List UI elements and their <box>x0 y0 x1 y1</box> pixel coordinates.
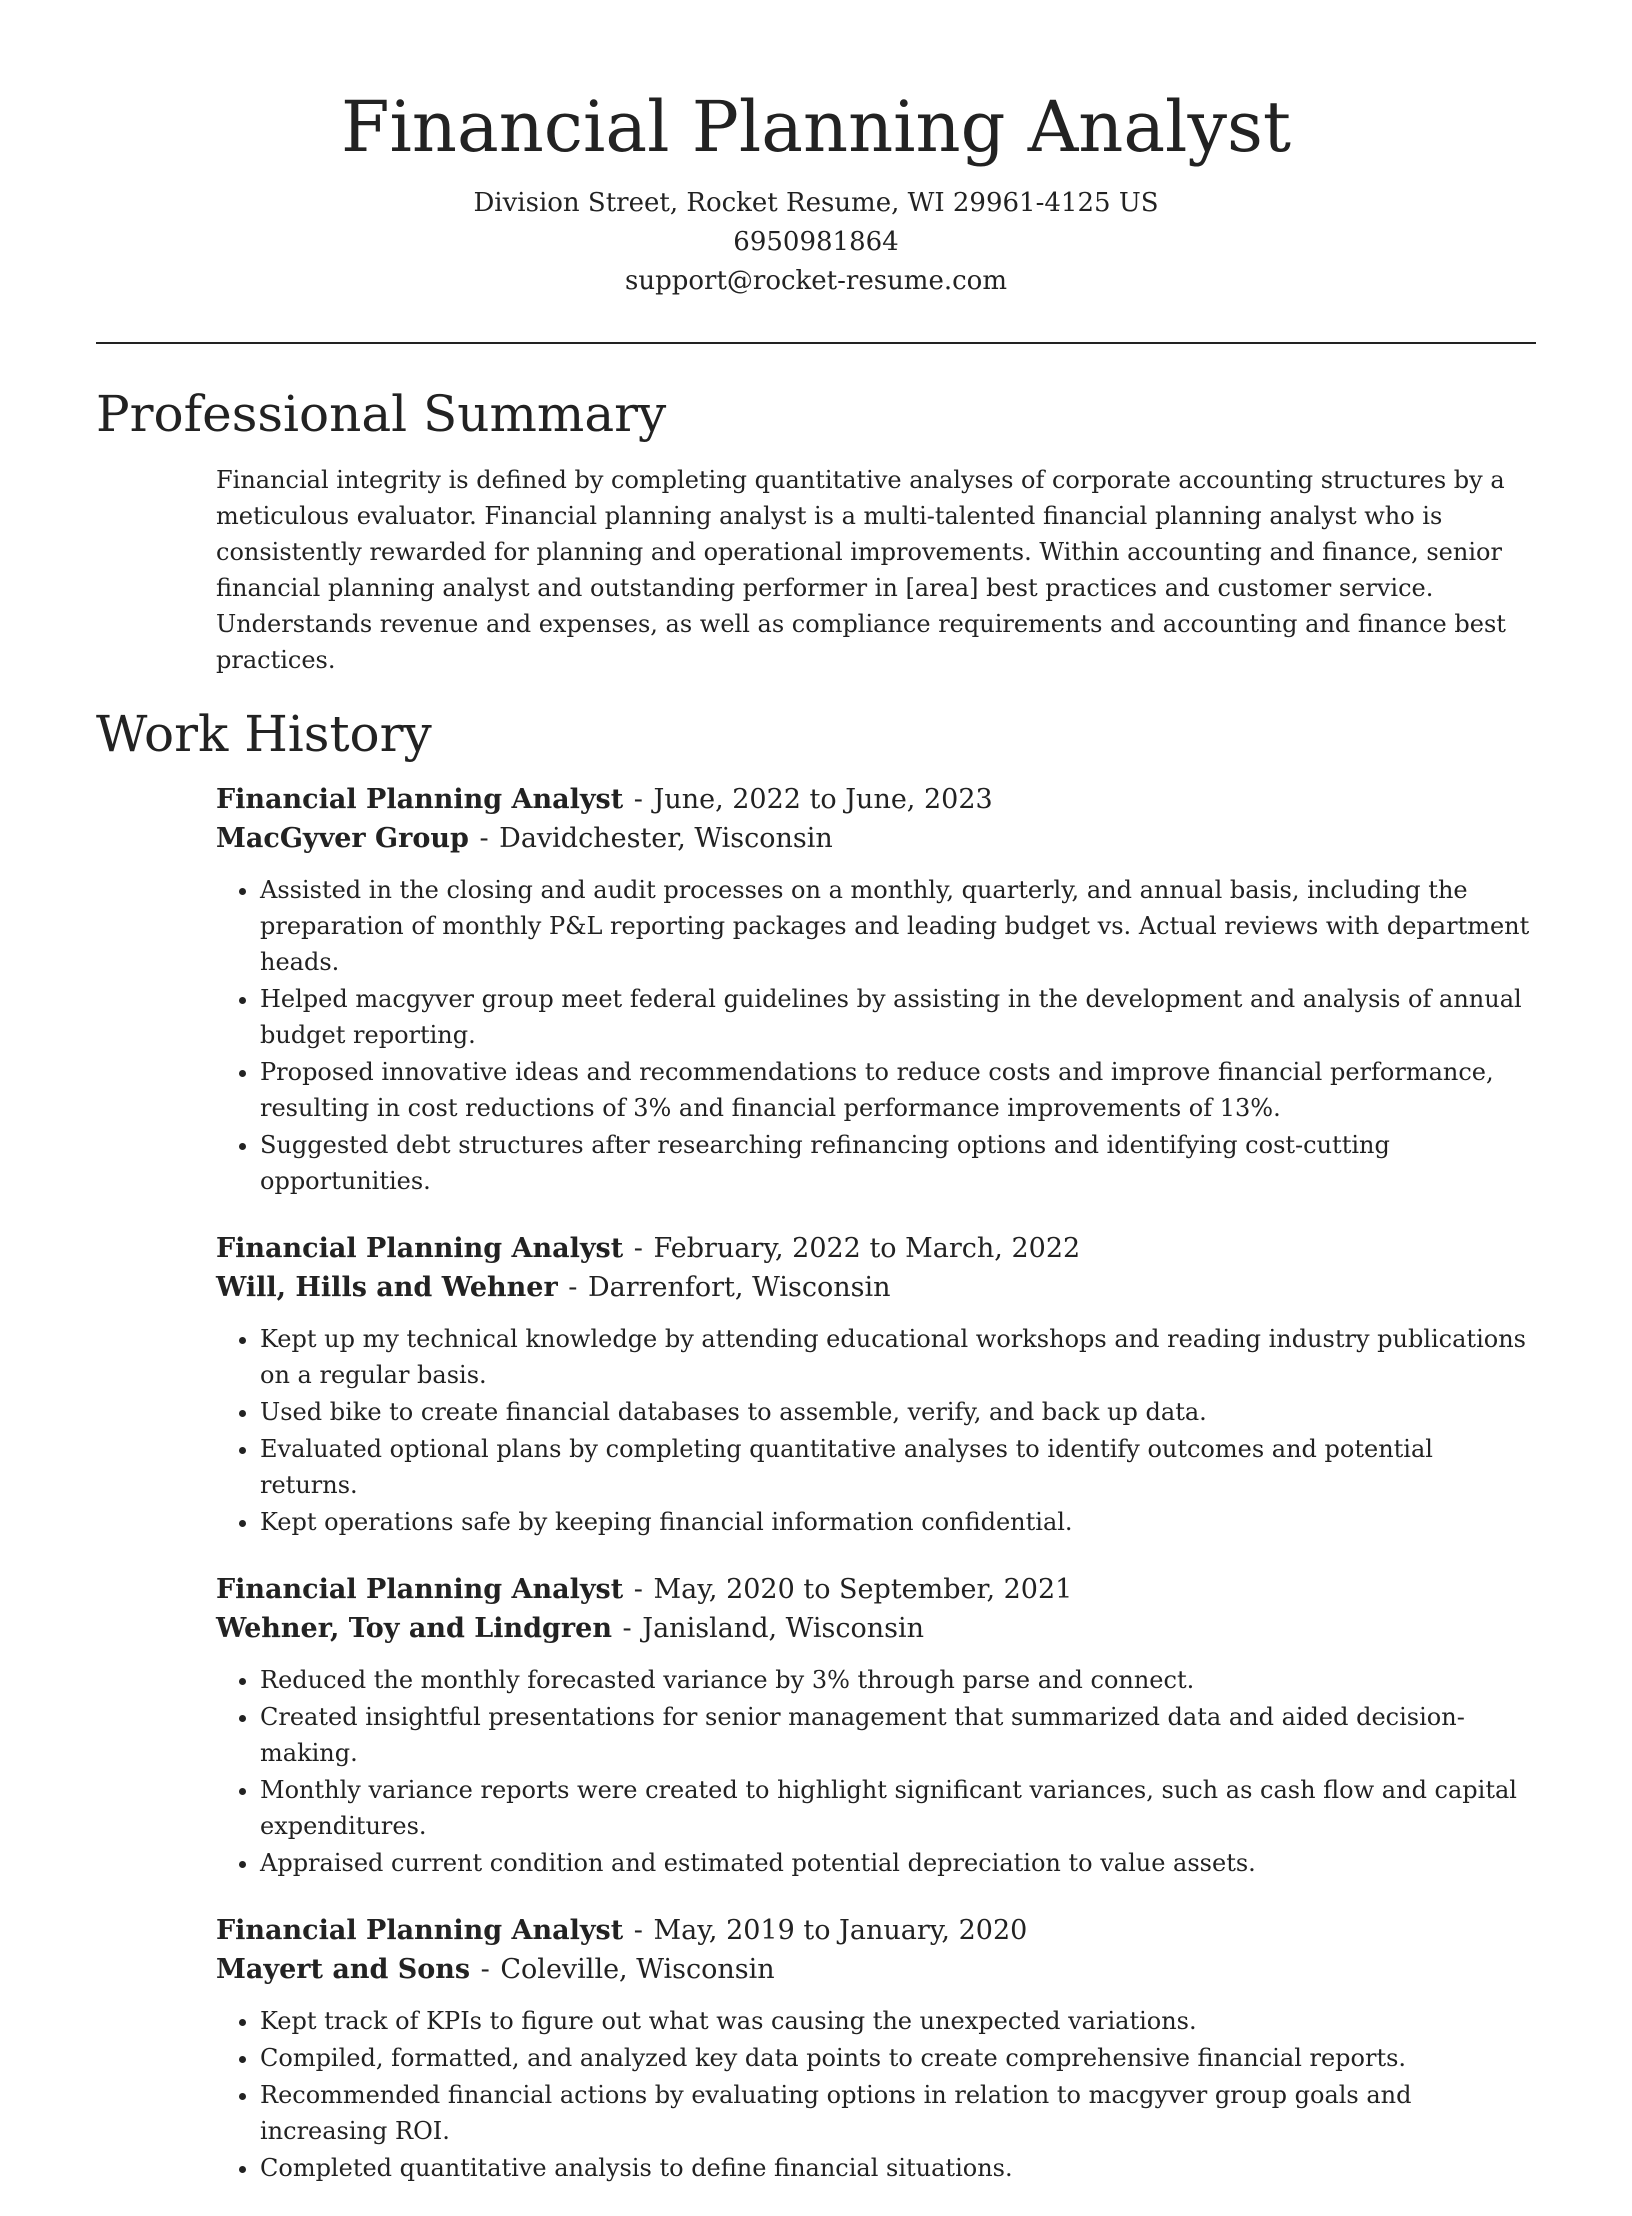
resume-header <box>0 0 1632 301</box>
duty-item: • Created insightful presentations for senior management that summarized data and aided decision-making. <box>260 1699 1536 1771</box>
job-location: Davidchester, Wisconsin <box>499 823 833 854</box>
separator: - <box>559 1272 586 1303</box>
job-dates: May, 2019 to January, 2020 <box>653 1915 1028 1946</box>
job-role: Financial Planning Analyst <box>216 1233 624 1264</box>
job-company: MacGyver Group <box>216 823 469 854</box>
email-text: support@rocket-resume.com <box>624 266 1007 296</box>
job-location: Janisland, Wisconsin <box>642 1613 925 1644</box>
job-company-line <box>216 1950 1536 1989</box>
duty-item: • Kept operations safe by keeping financial information confidential. <box>260 1504 1536 1540</box>
job-company-line <box>216 1268 1536 1307</box>
job-entry <box>216 780 1536 1199</box>
summary-heading: Professional Summary <box>96 385 667 443</box>
duty-item: • Kept track of KPIs to figure out what was causing the unexpected variations. <box>260 2003 1536 2039</box>
duty-list <box>216 1662 1536 1881</box>
job-role: Financial Planning Analyst <box>216 1574 624 1605</box>
job-title-line <box>216 780 1536 819</box>
work-history-list <box>216 780 1536 2216</box>
summary-text: Financial integrity is defined by completing quantitative analyses of corporate accounting structures by a meticulous evaluator. Financial planning analyst is a multi-talented financial planning analyst who is consistently rewarded for planning and operational improvements. Within accounting and finance, senior financial planning analyst and outstanding performer in [area] best practices and customer service. Understands revenue and expenses, as well as compliance requirements and accounting and finance best practices. <box>216 466 1506 674</box>
duty-list <box>216 1321 1536 1540</box>
separator: - <box>613 1613 641 1644</box>
duty-item: • Reduced the monthly forecasted variance by 3% through parse and connect. <box>260 1662 1536 1698</box>
job-location: Coleville, Wisconsin <box>500 1954 775 1985</box>
job-title-line <box>216 1911 1536 1950</box>
separator: - <box>625 784 652 815</box>
job-company: Mayert and Sons <box>216 1954 471 1985</box>
duty-item: • Appraised current condition and estimated potential depreciation to value assets. <box>260 1845 1536 1881</box>
job-company-line <box>216 819 1536 858</box>
address-text: Division Street, Rocket Resume, WI 29961-4125 US <box>473 188 1159 218</box>
separator: - <box>625 1574 652 1605</box>
job-company: Wehner, Toy and Lindgren <box>216 1613 612 1644</box>
duty-item: • Kept up my technical knowledge by attending educational workshops and reading industry publications on a regular basis. <box>260 1321 1536 1393</box>
job-company: Will, Hills and Wehner <box>216 1272 558 1303</box>
job-entry <box>216 1911 1536 2186</box>
separator: - <box>625 1915 652 1946</box>
separator: - <box>470 823 498 854</box>
duty-item: • Used bike to create financial databases to assemble, verify, and back up data. <box>260 1394 1536 1430</box>
job-location: Darrenfort, Wisconsin <box>587 1272 891 1303</box>
duty-list <box>216 2003 1536 2186</box>
duty-item: • Monthly variance reports were created to highlight significant variances, such as cash flow and capital expenditures. <box>260 1772 1536 1844</box>
job-role: Financial Planning Analyst <box>216 1915 624 1946</box>
job-dates: May, 2020 to September, 2021 <box>653 1574 1073 1605</box>
phone-text: 6950981864 <box>733 227 899 257</box>
duty-item: • Compiled, formatted, and analyzed key data points to create comprehensive financial reports. <box>260 2040 1536 2076</box>
job-role: Financial Planning Analyst <box>216 784 624 815</box>
job-company-line <box>216 1609 1536 1648</box>
header-divider <box>96 342 1536 344</box>
job-dates: June, 2022 to June, 2023 <box>653 784 993 815</box>
duty-item: • Proposed innovative ideas and recommendations to reduce costs and improve financial performance, resulting in cost reductions of 3% and financial performance improvements of 13%. <box>260 1054 1536 1126</box>
duty-item: • Assisted in the closing and audit processes on a monthly, quarterly, and annual basis, including the preparation of monthly P&L reporting packages and leading budget vs. Actual reviews with department heads. <box>260 872 1536 980</box>
job-title-line <box>216 1570 1536 1609</box>
job-title-line <box>216 1229 1536 1268</box>
job-entry <box>216 1570 1536 1881</box>
duty-item: • Helped macgyver group meet federal guidelines by assisting in the development and analysis of annual budget reporting. <box>260 981 1536 1053</box>
contact-block <box>0 184 1632 301</box>
duty-item: • Suggested debt structures after researching refinancing options and identifying cost-cutting opportunities. <box>260 1127 1536 1199</box>
candidate-name: Financial Planning Analyst <box>340 86 1292 168</box>
duty-list <box>216 872 1536 1199</box>
duty-item: • Recommended financial actions by evaluating options in relation to macgyver group goals and increasing ROI. <box>260 2077 1536 2149</box>
duty-item: • Completed quantitative analysis to define financial situations. <box>260 2150 1536 2186</box>
separator: - <box>472 1954 499 1985</box>
job-entry <box>216 1229 1536 1540</box>
duty-item: • Evaluated optional plans by completing quantitative analyses to identify outcomes and potential returns. <box>260 1431 1536 1503</box>
separator: - <box>625 1233 652 1264</box>
job-dates: February, 2022 to March, 2022 <box>653 1233 1081 1264</box>
work-history-heading: Work History <box>96 705 432 763</box>
